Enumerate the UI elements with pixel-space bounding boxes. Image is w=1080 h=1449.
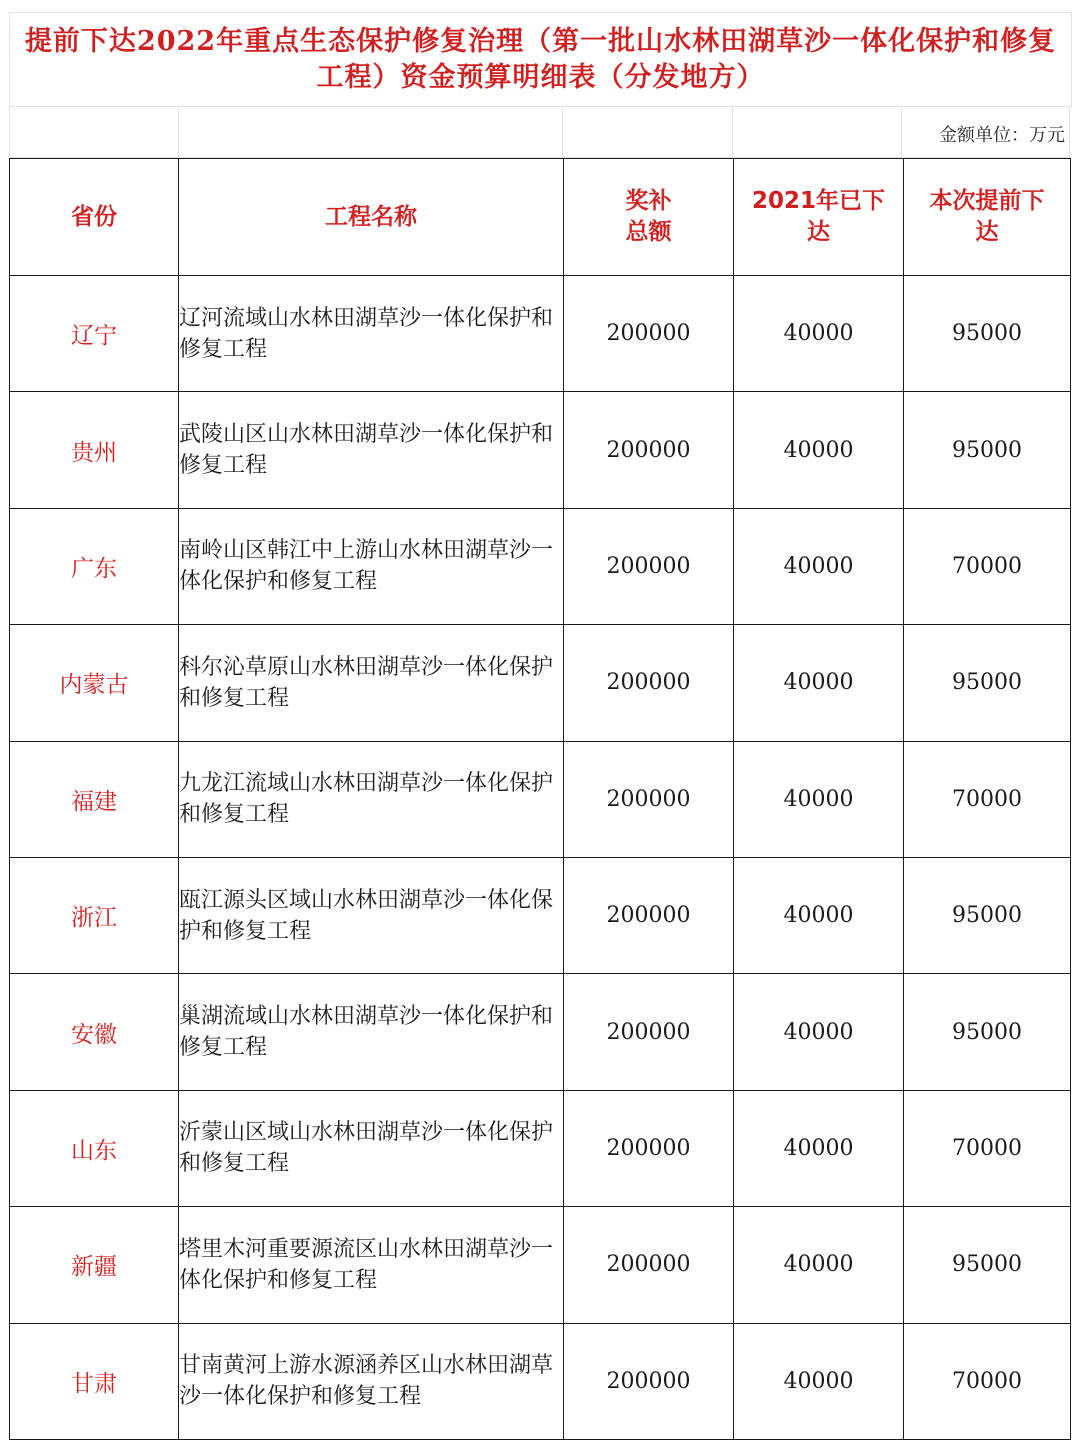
cell-total: 200000: [564, 857, 734, 973]
header-province: 省份: [10, 159, 179, 276]
unit-row-cell: [563, 107, 733, 157]
cell-province: 贵州: [10, 392, 179, 508]
budget-table: [9, 158, 1071, 1440]
header-issued-2021: 2021年已下达: [734, 159, 904, 276]
unit-row-cell: [179, 107, 563, 157]
unit-row-cell: [10, 107, 179, 157]
cell-province: 辽宁: [10, 276, 179, 392]
table-row: [10, 741, 1071, 857]
cell-project: 辽河流域山水林田湖草沙一体化保护和修复工程: [179, 276, 564, 392]
header-project: 工程名称: [179, 159, 564, 276]
cell-total: 200000: [564, 392, 734, 508]
cell-project: 九龙江流域山水林田湖草沙一体化保护和修复工程: [179, 741, 564, 857]
cell-total: 200000: [564, 625, 734, 741]
cell-issued-2021: 40000: [734, 508, 904, 624]
table-row: [10, 1090, 1071, 1206]
cell-issued-2021: 40000: [734, 1207, 904, 1323]
table-row: [10, 276, 1071, 392]
table-row: [10, 1207, 1071, 1323]
cell-province: 安徽: [10, 974, 179, 1090]
cell-advance: 95000: [904, 974, 1071, 1090]
cell-total: 200000: [564, 1323, 734, 1439]
cell-province: 福建: [10, 741, 179, 857]
title-block: [9, 12, 1072, 107]
cell-total: 200000: [564, 741, 734, 857]
cell-project: 南岭山区韩江中上游山水林田湖草沙一体化保护和修复工程: [179, 508, 564, 624]
unit-row-cell: [733, 107, 903, 157]
header-total: 奖补总额: [564, 159, 734, 276]
cell-province: 新疆: [10, 1207, 179, 1323]
amount-unit-label: 金额单位：万元: [938, 125, 1065, 146]
cell-advance: 70000: [904, 1090, 1071, 1206]
cell-total: 200000: [564, 974, 734, 1090]
cell-advance: 70000: [904, 508, 1071, 624]
cell-issued-2021: 40000: [734, 1090, 904, 1206]
table-row: [10, 974, 1071, 1090]
cell-issued-2021: 40000: [734, 974, 904, 1090]
cell-advance: 70000: [904, 741, 1071, 857]
cell-issued-2021: 40000: [734, 392, 904, 508]
cell-project: 塔里木河重要源流区山水林田湖草沙一体化保护和修复工程: [179, 1207, 564, 1323]
cell-province: 浙江: [10, 857, 179, 973]
cell-advance: 95000: [904, 1207, 1071, 1323]
cell-total: 200000: [564, 1207, 734, 1323]
cell-issued-2021: 40000: [734, 1323, 904, 1439]
table-row: [10, 392, 1071, 508]
cell-advance: 70000: [904, 1323, 1071, 1439]
cell-total: 200000: [564, 1090, 734, 1206]
cell-project: 瓯江源头区域山水林田湖草沙一体化保护和修复工程: [179, 857, 564, 973]
cell-project: 巢湖流域山水林田湖草沙一体化保护和修复工程: [179, 974, 564, 1090]
cell-project: 甘南黄河上游水源涵养区山水林田湖草沙一体化保护和修复工程: [179, 1323, 564, 1439]
header-advance: 本次提前下达: [904, 159, 1071, 276]
cell-advance: 95000: [904, 392, 1071, 508]
table-row: [10, 508, 1071, 624]
cell-issued-2021: 40000: [734, 857, 904, 973]
cell-project: 科尔沁草原山水林田湖草沙一体化保护和修复工程: [179, 625, 564, 741]
cell-total: 200000: [564, 276, 734, 392]
cell-project: 武陵山区山水林田湖草沙一体化保护和修复工程: [179, 392, 564, 508]
cell-issued-2021: 40000: [734, 276, 904, 392]
table-row: [10, 625, 1071, 741]
page-title: 提前下达2022年重点生态保护修复治理（第一批山水林田湖草沙一体化保护和修复工程）资金预算明细表（分发地方）: [24, 26, 1057, 93]
unit-row: [9, 106, 1070, 158]
cell-advance: 95000: [904, 276, 1071, 392]
table-header-row: [10, 159, 1071, 276]
cell-advance: 95000: [904, 625, 1071, 741]
cell-advance: 95000: [904, 857, 1071, 973]
table-row: [10, 1323, 1071, 1439]
cell-issued-2021: 40000: [734, 741, 904, 857]
cell-province: 山东: [10, 1090, 179, 1206]
cell-total: 200000: [564, 508, 734, 624]
cell-province: 甘肃: [10, 1323, 179, 1439]
table-row: [10, 857, 1071, 973]
cell-project: 沂蒙山区域山水林田湖草沙一体化保护和修复工程: [179, 1090, 564, 1206]
cell-province: 广东: [10, 508, 179, 624]
cell-province: 内蒙古: [10, 625, 179, 741]
cell-issued-2021: 40000: [734, 625, 904, 741]
